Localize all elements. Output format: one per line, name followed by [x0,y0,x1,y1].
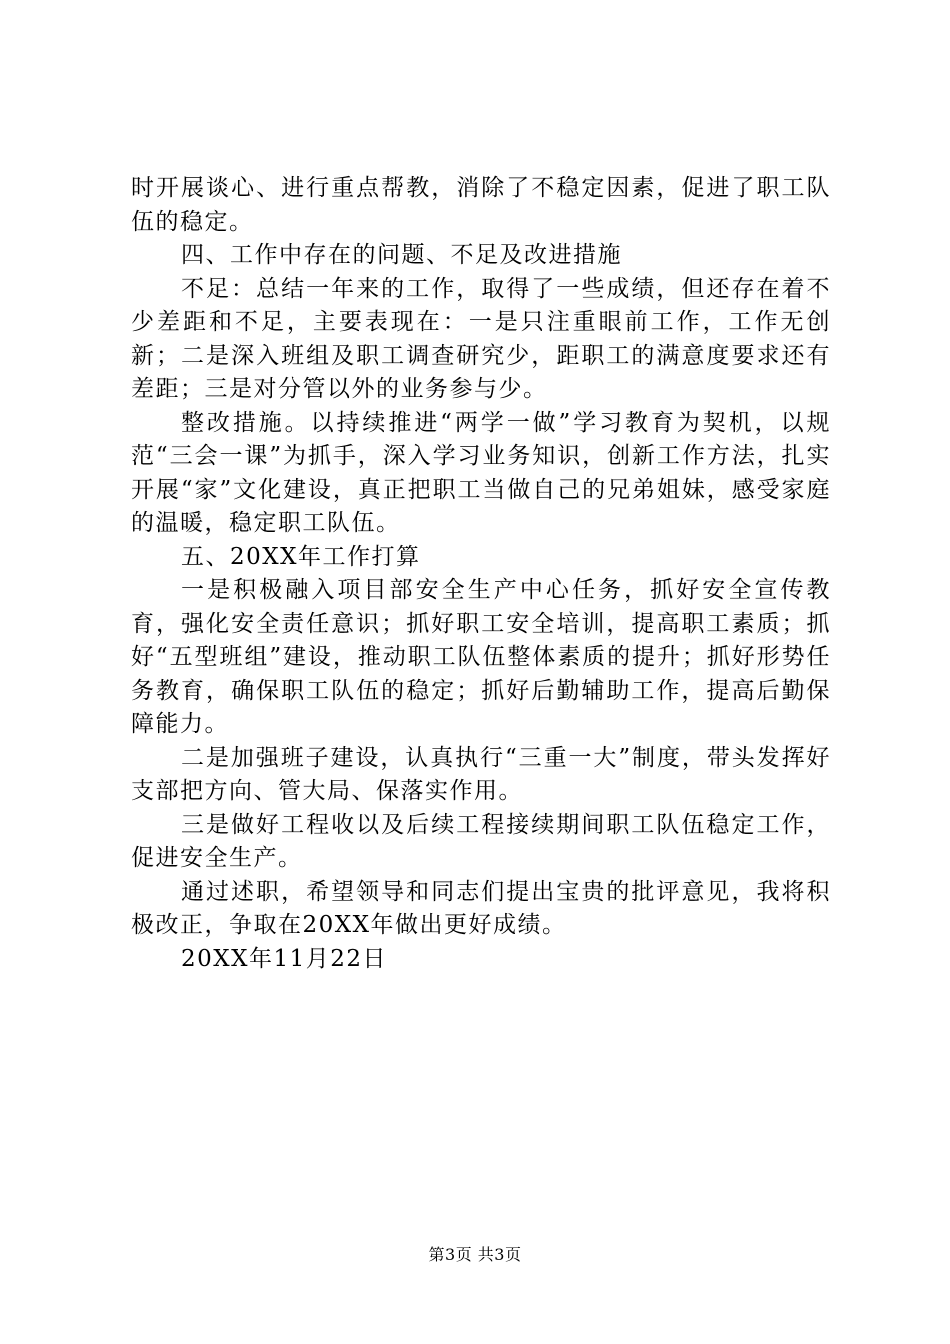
section-heading-issues: 四、工作中存在的问题、不足及改进措施 [181,242,622,268]
page-footer [0,1244,950,1266]
paragraph-rectification: 整改措施。以持续推进“两学一做”学习教育为契机，以规范“三会一课”为抓手，深入学习业务知识，创新工作方法，扎实开展“家”文化建设，真正把职工当做自己的兄弟姐妹，感受家庭的温暖，稳定职工队伍。 [131,409,831,536]
document-body [131,172,831,976]
document-date: 20XX年11月22日 [181,945,388,972]
paragraph-shortcomings: 不足：总结一年来的工作，取得了一些成绩，但还存在着不少差距和不足，主要表现在：一是只注重眼前工作，工作无创新；二是深入班组及职工调查研究少，距职工的满意度要求还有差距；三是对分管以外的业务参与少。 [131,275,831,402]
paragraph-plan-one: 一是积极融入项目部安全生产中心任务，抓好安全宣传教育，强化安全责任意识；抓好职工安全培训，提高职工素质；抓好“五型班组”建设，推动职工队伍整体素质的提升；抓好形势任务教育，确保职工队伍的稳定；抓好后勤辅助工作，提高后勤保障能力。 [131,577,831,737]
section-heading-plan: 五、20XX年工作打算 [181,543,421,570]
paragraph-plan-two: 二是加强班子建设，认真执行“三重一大”制度，带头发挥好支部把方向、管大局、保落实作用。 [131,744,831,804]
paragraph-plan-three: 三是做好工程收以及后续工程接续期间职工队伍稳定工作，促进安全生产。 [131,811,831,871]
paragraph-continuation: 时开展谈心、进行重点帮教，消除了不稳定因素，促进了职工队伍的稳定。 [131,175,831,235]
paragraph-closing: 通过述职，希望领导和同志们提出宝贵的批评意见，我将积极改正，争取在20XX年做出更好成绩。 [131,878,831,938]
page-number-label: 第3页 共3页 [428,1245,522,1264]
